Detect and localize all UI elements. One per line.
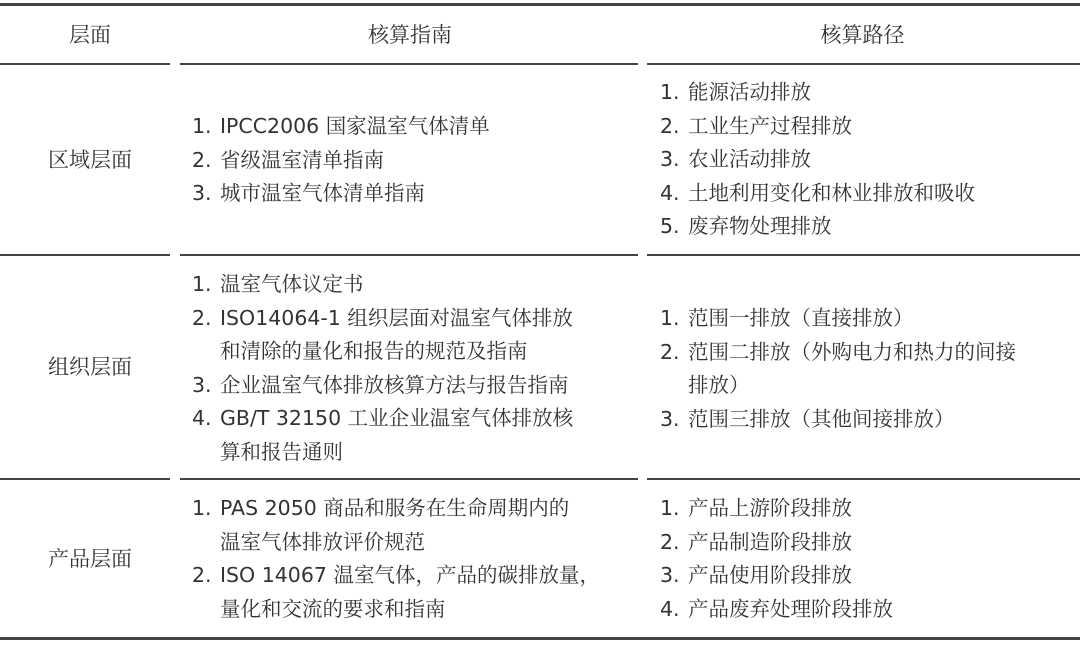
header-rule-col2: [180, 63, 638, 65]
item-number: 2.: [660, 339, 680, 364]
item-number: 2.: [660, 113, 680, 138]
organizational-paths: [660, 302, 1016, 436]
header-level: 层面: [69, 23, 111, 47]
item-text: 废弃物处理排放: [688, 214, 832, 238]
item-number: 3.: [192, 372, 212, 397]
row-rule-organizational-col1: [0, 478, 170, 480]
list-item: [660, 210, 975, 244]
row-rule-regional-col2: [180, 254, 638, 256]
item-number: 3.: [660, 147, 680, 171]
row-rule-regional-col3: [647, 254, 1080, 256]
list-item: [660, 177, 975, 211]
item-text: 范围一排放（直接排放）: [688, 306, 914, 330]
item-text: 城市温室气体清单指南: [220, 181, 425, 205]
list-item: [660, 302, 1016, 336]
list-item: [660, 76, 975, 110]
item-text: GB/T 32150 工业企业温室气体排放核: [220, 406, 574, 430]
table-bottom-rule: [0, 637, 1080, 640]
header-rule-col3: [647, 63, 1080, 65]
list-item: [192, 110, 490, 144]
list-item: [192, 177, 490, 211]
item-text: 产品废弃处理阶段排放: [688, 596, 893, 621]
item-number: 4.: [192, 406, 212, 430]
list-item: [192, 559, 600, 593]
item-text: 土地利用变化和林业排放和吸收: [688, 180, 975, 205]
product-guides: [192, 492, 600, 626]
row-label-regional: 区域层面: [48, 148, 132, 172]
item-continuation: 排放）: [688, 373, 750, 397]
item-number: 1.: [192, 114, 212, 138]
item-text: 工业生产过程排放: [688, 113, 852, 138]
item-number: 2.: [192, 563, 212, 587]
table-top-rule: [0, 3, 1080, 6]
item-text: 产品制造阶段排放: [688, 529, 852, 554]
item-number: 2.: [192, 147, 212, 172]
list-item: [192, 369, 573, 403]
item-number: 4.: [660, 596, 680, 621]
item-continuation: 和清除的量化和报告的规范及指南: [220, 339, 528, 363]
item-number: 2.: [192, 305, 212, 330]
item-number: 1.: [660, 80, 680, 104]
regional-paths: [660, 76, 975, 244]
list-item: [660, 110, 975, 144]
regional-guides: [192, 110, 490, 211]
row-label-organizational: 组织层面: [48, 355, 132, 379]
list-item: [192, 268, 573, 302]
list-item: [660, 403, 1016, 437]
item-text: 产品上游阶段排放: [688, 496, 852, 520]
list-item: [192, 144, 490, 178]
item-text: 范围三排放（其他间接排放）: [688, 406, 955, 431]
item-text: 省级温室清单指南: [220, 147, 384, 172]
item-number: 1.: [192, 272, 212, 296]
item-text: 农业活动排放: [688, 147, 811, 171]
list-item: [660, 526, 893, 560]
row-rule-organizational-col3: [647, 478, 1080, 480]
item-number: 3.: [660, 406, 680, 431]
list-item: [192, 402, 573, 436]
item-text: ISO14064-1 组织层面对温室气体排放: [220, 305, 573, 330]
list-item: [660, 559, 893, 593]
item-number: 2.: [660, 529, 680, 554]
item-text: 产品使用阶段排放: [688, 563, 852, 587]
list-item: [660, 143, 975, 177]
item-text: 能源活动排放: [688, 80, 811, 104]
list-item: [660, 492, 893, 526]
item-text: 企业温室气体排放核算方法与报告指南: [220, 372, 569, 397]
header-rule-col1: [0, 63, 170, 65]
item-continuation: 算和报告通则: [220, 439, 343, 464]
item-number: 1.: [660, 306, 680, 330]
list-item: [192, 302, 573, 336]
row-rule-regional-col1: [0, 254, 170, 256]
item-number: 3.: [660, 563, 680, 587]
header-path: 核算路径: [820, 23, 905, 47]
product-paths: [660, 492, 893, 626]
row-label-product: 产品层面: [48, 547, 132, 571]
list-item: [660, 593, 893, 627]
item-text: ISO 14067 温室气体，产品的碳排放量，: [220, 563, 600, 587]
item-continuation: 量化和交流的要求和指南: [220, 596, 446, 621]
item-number: 3.: [192, 181, 212, 205]
item-text: 温室气体议定书: [220, 272, 364, 296]
row-rule-organizational-col2: [180, 478, 638, 480]
item-number: 1.: [660, 496, 680, 520]
item-text: 范围二排放（外购电力和热力的间接: [688, 339, 1016, 364]
item-text: PAS 2050 商品和服务在生命周期内的: [220, 496, 570, 520]
header-guide: 核算指南: [368, 23, 452, 47]
item-number: 1.: [192, 496, 212, 520]
item-number: 4.: [660, 180, 680, 205]
list-item: [192, 492, 600, 526]
organizational-guides: [192, 268, 573, 469]
item-continuation: 温室气体排放评价规范: [220, 529, 425, 554]
list-item: [660, 336, 1016, 370]
item-number: 5.: [660, 214, 680, 238]
item-text: IPCC2006 国家温室气体清单: [220, 114, 490, 138]
